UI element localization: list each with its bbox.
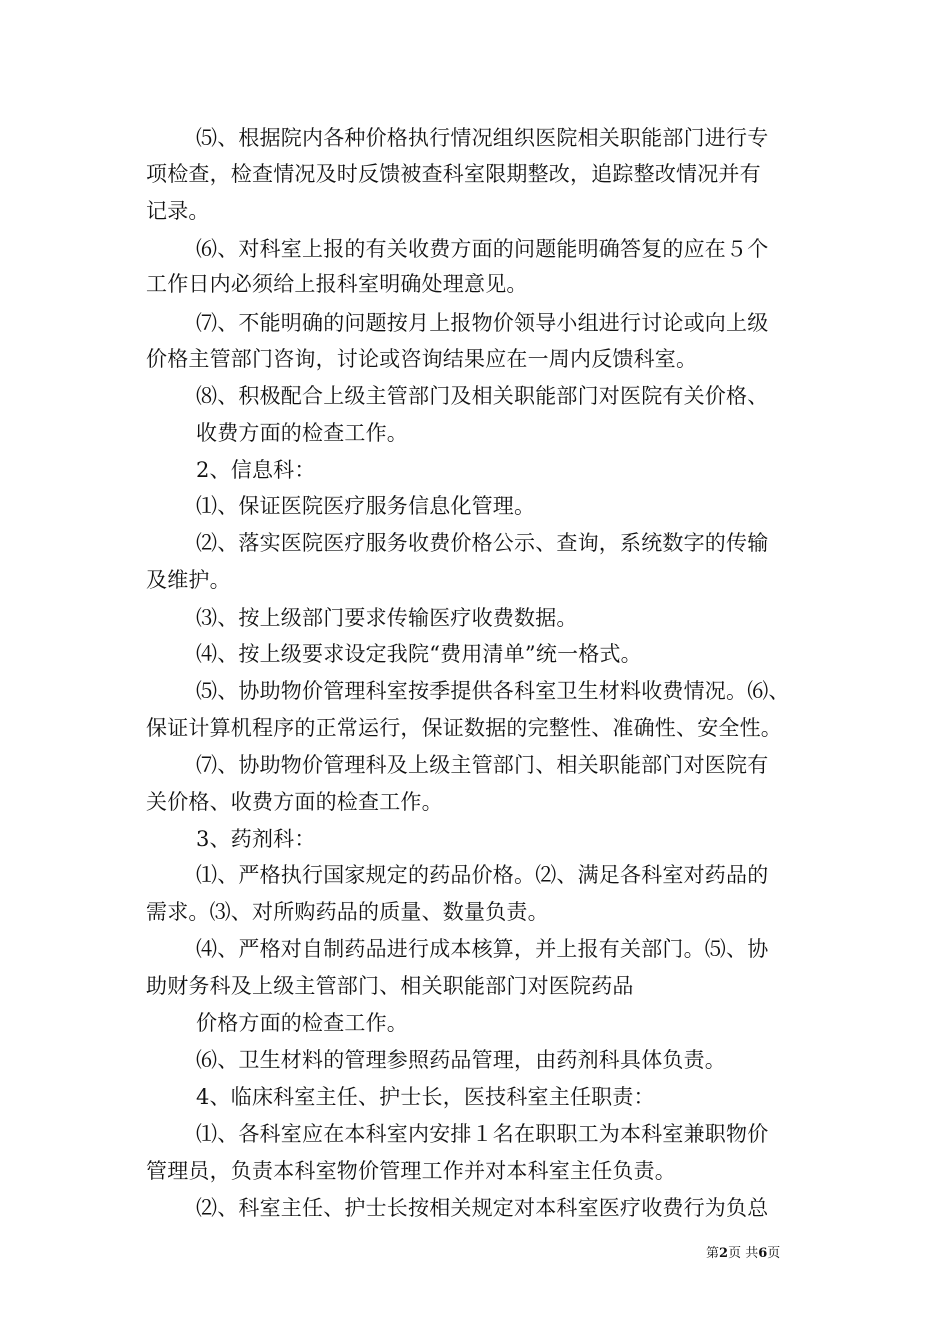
footer-prefix: 第: [706, 1246, 720, 1261]
paragraph-line: ⑴、各科室应在本科室内安排１名在职职工为本科室兼职物价: [196, 1122, 769, 1146]
paragraph-line: 及维护。: [146, 568, 231, 592]
paragraph-line: ⑴、严格执行国家规定的药品价格。⑵、满足各科室对药品的: [196, 863, 769, 887]
paragraph-line: ⑶、按上级部门要求传输医疗收费数据。: [196, 606, 578, 630]
paragraph-line: 保证计算机程序的正常运行，保证数据的完整性、准确性、安全性。: [146, 716, 782, 740]
paragraph-line: ⑹、对科室上报的有关收费方面的问题能明确答复的应在５个: [196, 237, 769, 261]
paragraph-line: 价格方面的检查工作。: [196, 1011, 408, 1035]
paragraph-line: 管理员，负责本科室物价管理工作并对本科室主任负责。: [146, 1159, 676, 1183]
paragraph-line: 助财务科及上级主管部门、相关职能部门对医院药品: [146, 974, 634, 998]
paragraph-line: 收费方面的检查工作。: [196, 421, 408, 445]
paragraph-line: ⑷、严格对自制药品进行成本核算，并上报有关部门。⑸、协: [196, 937, 769, 961]
total-page-number: 6: [758, 1246, 768, 1261]
paragraph-line: ⑵、落实医院医疗服务收费价格公示、查询，系统数字的传输: [196, 531, 769, 555]
footer-middle: 页 共: [728, 1246, 759, 1261]
paragraph-line: 工作日内必须给上报科室明确处理意见。: [146, 272, 528, 296]
paragraph-line: ⑸、协助物价管理科室按季提供各科室卫生材料收费情况。⑹、: [196, 679, 790, 703]
paragraph-line: 价格主管部门咨询，讨论或咨询结果应在一周内反馈科室。: [146, 347, 698, 371]
paragraph-line: 需求。⑶、对所购药品的质量、数量负责。: [146, 900, 549, 924]
footer-suffix: 页: [767, 1246, 781, 1261]
paragraph-line: 项检查，检查情况及时反馈被查科室限期整改，追踪整改情况并有: [146, 162, 761, 186]
paragraph-line: 关价格、收费方面的检查工作。: [146, 790, 443, 814]
paragraph-line: ⑺、不能明确的问题按月上报物价领导小组进行讨论或向上级: [196, 311, 769, 335]
paragraph-line: ⑹、卫生材料的管理参照药品管理，由药剂科具体负责。: [196, 1048, 726, 1072]
section-heading: 4、临床科室主任、护士长，医技科室主任职责：: [196, 1085, 655, 1109]
paragraph-line: ⑷、按上级要求设定我院“费用清单”统一格式。: [196, 642, 642, 666]
paragraph-line: ⑺、协助物价管理科及上级主管部门、相关职能部门对医院有: [196, 753, 769, 777]
paragraph-line: ⑻、积极配合上级主管部门及相关职能部门对医院有关价格、: [196, 384, 769, 408]
current-page-number: 2: [719, 1246, 729, 1261]
page-number-footer: [706, 1245, 780, 1263]
section-heading: 2、信息科：: [196, 458, 316, 482]
paragraph-line: ⑴、保证医院医疗服务信息化管理。: [196, 494, 536, 518]
paragraph-line: 记录。: [146, 199, 210, 223]
paragraph-line: ⑵、科室主任、护士长按相关规定对本科室医疗收费行为负总: [196, 1196, 769, 1220]
section-heading: 3、药剂科：: [196, 827, 316, 851]
paragraph-line: ⑸、根据院内各种价格执行情况组织医院相关职能部门进行专: [196, 126, 769, 150]
